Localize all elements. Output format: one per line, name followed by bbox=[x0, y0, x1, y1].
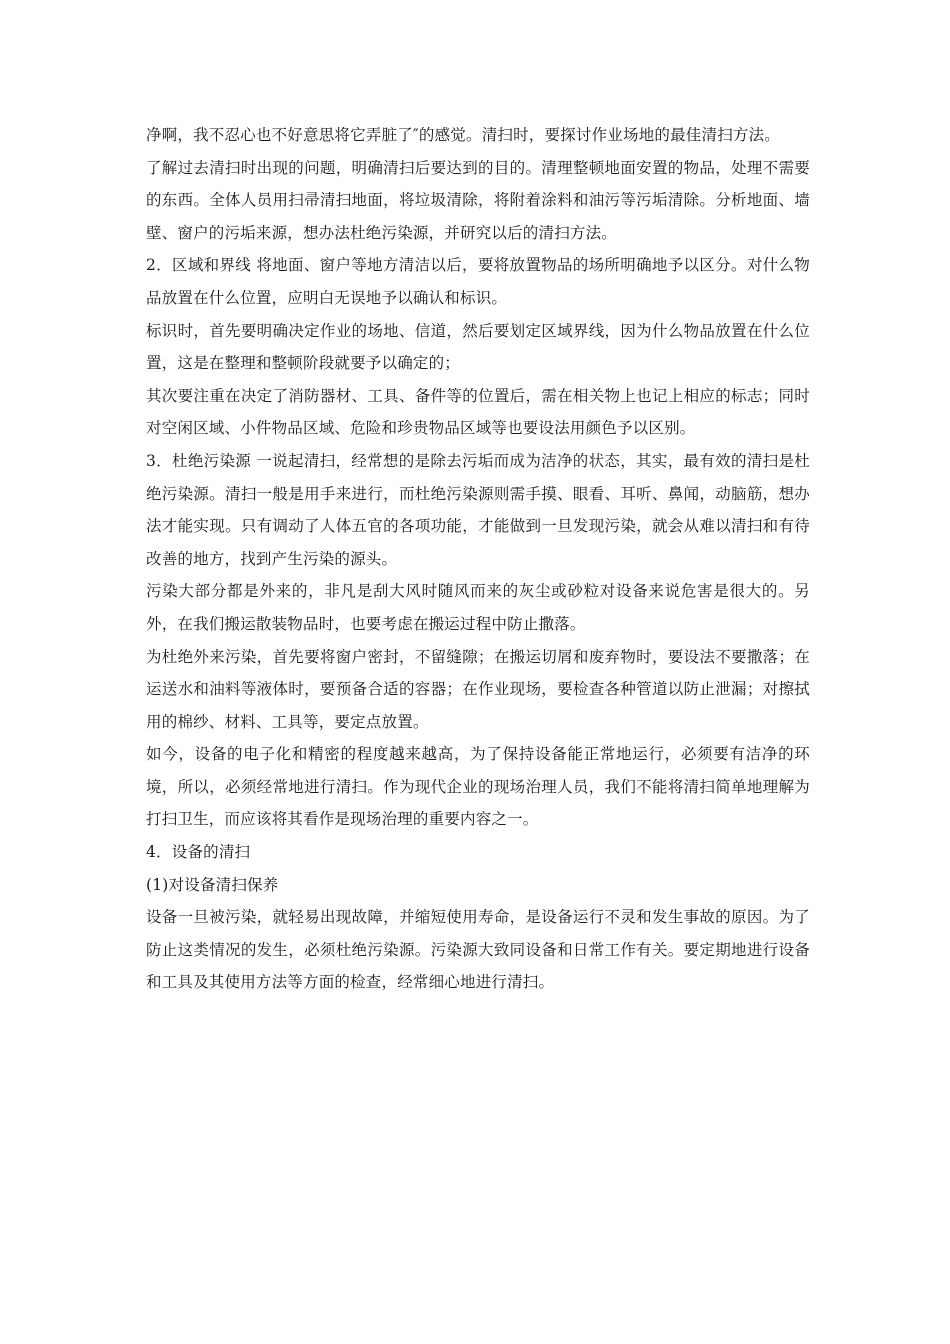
paragraph-7: 污染大部分都是外来的，非凡是刮大风时随风而来的灰尘或砂粒对设备来说危害是很大的。另外，在我们搬运散装物品时，也要考虑在搬运过程中防止撒落。 bbox=[146, 582, 810, 633]
paragraph-10: 设备一旦被污染，就轻易出现故障，并缩短使用寿命，是设备运行不灵和发生事故的原因。为了防止这类情况的发生，必须杜绝污染源。污染源大致同设备和日常工作有关。要定期地进行设备和工具及其使用方法等方面的检查，经常细心地进行清扫。 bbox=[146, 908, 810, 992]
paragraph-9: 如今，设备的电子化和精密的程度越来越高，为了保持设备能正常地运行，必须要有洁净的环境，所以，必须经常地进行清扫。作为现代企业的现场治理人员，我们不能将清扫简单地理解为打扫卫生，而应该将其看作是现场治理的重要内容之一。 bbox=[146, 745, 810, 829]
paragraph-6: 3．杜绝污染源 一说起清扫，经常想的是除去污垢而成为洁净的状态，其实，最有效的清扫是杜绝污染源。清扫一般是用手来进行，而杜绝污染源则需手摸、眼看、耳听、鼻闻，动脑筋，想办法才能实现。只有调动了人体五官的各项功能，才能做到一旦发现污染，就会从难以清扫和有待改善的地方，找到产生污染的源头。 bbox=[146, 451, 810, 568]
paragraph-1: 净啊，我不忍心也不好意思将它弄脏了″的感觉。清扫时，要探讨作业场地的最佳清扫方法。 bbox=[146, 126, 780, 144]
paragraph-8: 为杜绝外来污染，首先要将窗户密封，不留缝隙；在搬运切屑和废弃物时，要设法不要撒落；在运送水和油料等液体时，要预备合适的容器；在作业现场，要检查各种管道以防止泄漏；对擦拭用的棉纱、材料、工具等，要定点放置。 bbox=[146, 647, 810, 731]
subsection-heading-1: (1)对设备清扫保养 bbox=[146, 875, 279, 894]
paragraph-3: 2．区域和界线 将地面、窗户等地方清洁以后，要将放置物品的场所明确地予以区分。对什么物品放置在什么位置，应明白无误地予以确认和标识。 bbox=[146, 256, 810, 307]
paragraph-5: 其次要注重在决定了消防器材、工具、备件等的位置后，需在相关物上也记上相应的标志；同时对空闲区域、小件物品区域、危险和珍贵物品区域等也要设法用颜色予以区别。 bbox=[146, 386, 810, 438]
section-heading-4: 4．设备的清扫 bbox=[146, 843, 251, 862]
paragraph-2: 了解过去清扫时出现的问题，明确清扫后要达到的目的。清理整顿地面安置的物品，处理不需要的东西。全体人员用扫帚清扫地面，将垃圾清除，将附着涂料和油污等污垢清除。分析地面、墙壁、窗户的污垢来源，想办法杜绝污染源，并研究以后的清扫方法。 bbox=[146, 158, 810, 242]
paragraph-4: 标识时，首先要明确决定作业的场地、信道，然后要划定区域界线，因为什么物品放置在什么位置，这是在整理和整顿阶段就要予以确定的； bbox=[146, 321, 810, 373]
document-body bbox=[146, 119, 810, 999]
